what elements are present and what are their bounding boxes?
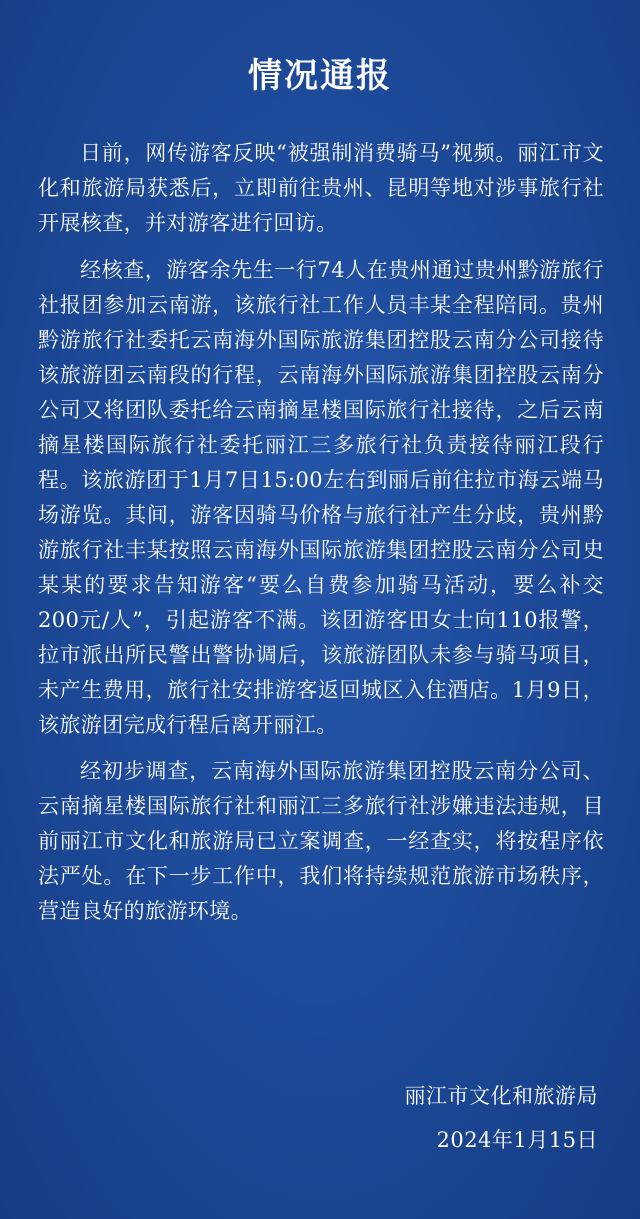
issue-date: 2024年1月15日 (436, 1128, 598, 1152)
notice-body (38, 136, 604, 929)
issuer-signature: 丽江市文化和旅游局 (404, 1084, 598, 1108)
paragraph-1: 日前，网传游客反映“被强制消费骑马”视频。丽江市文化和旅游局获悉后，立即前往贵州、昆明等地对涉事旅行社开展核查，并对游客进行回访。 (38, 141, 604, 235)
page-title: 情况通报 (248, 56, 392, 96)
paragraph-3: 经初步调查，云南海外国际旅游集团控股云南分公司、云南摘星楼国际旅行社和丽江三多旅行社涉嫌违法违规，目前丽江市文化和旅游局已立案调查，一经查实，将按程序依法严处。在下一步工作中，我们将持续规范旅游市场秩序，营造良好的旅游环境。 (38, 759, 604, 923)
paragraph-2: 经核查，游客余先生一行74人在贵州通过贵州黔游旅行社报团参加云南游，该旅行社工作人员丰某全程陪同。贵州黔游旅行社委托云南海外国际旅游集团控股云南分公司接待该旅游团云南段的行程，云南海外国际旅游集团控股云南分公司又将团队委托给云南摘星楼国际旅行社接待，之后云南摘星楼国际旅行社委托丽江三多旅行社负责接待丽江段行程。该旅游团于1月7日15:00左右到丽后前往拉市海云端马场游览。其间，游客因骑马价格与旅行社产生分歧，贵州黔游旅行社丰某按照云南海外国际旅游集团控股云南分公司史某某的要求告知游客“要么自费参加骑马活动，要么补交200元/人”，引起游客不满。该团游客田女士向110报警，拉市派出所民警出警协调后，该旅游团队未参与骑马项目，未产生费用，旅行社安排游客返回城区入住酒店。1月9日，该旅游团完成行程后离开丽江。 (38, 258, 604, 737)
